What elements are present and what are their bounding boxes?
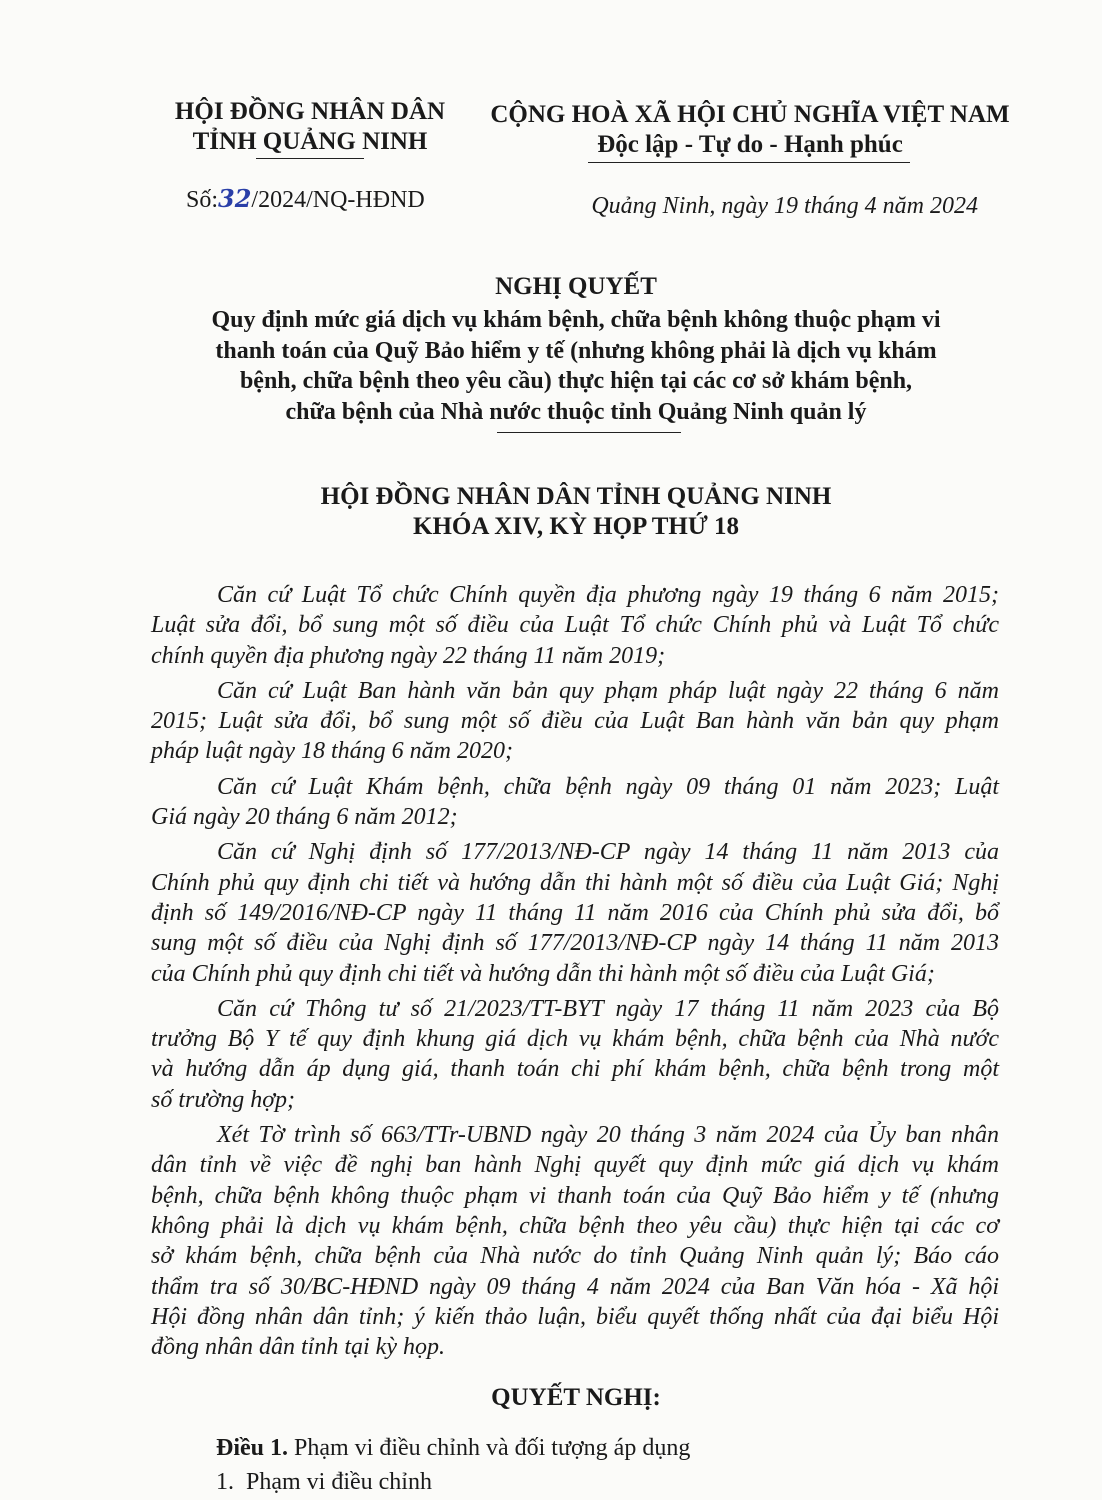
- preamble-line: không phải là dịch vụ khám bệnh, chữa bệnh theo yêu cầu) thực hiện tại các cơ: [151, 1212, 999, 1239]
- article-1-heading: [216, 1433, 690, 1463]
- document-type: NGHỊ QUYẾT: [495, 273, 657, 300]
- document-number: Số:32/2024/NQ-HĐND: [186, 184, 425, 213]
- council-heading: [100, 482, 1052, 542]
- preamble-line: bệnh, chữa bệnh không thuộc phạm vi thanh toán của Quỹ Bảo hiểm y tế (nhưng: [151, 1182, 999, 1209]
- preamble-line: Căn cứ Thông tư số 21/2023/TT-BYT ngày 17 tháng 11 năm 2023 của Bộ: [217, 995, 999, 1022]
- org-line-1: HỘI ĐỒNG NHÂN DÂN: [174, 98, 446, 125]
- title-underline: [497, 432, 681, 433]
- subject-line: thanh toán của Quỹ Bảo hiểm y tế (nhưng không phải là dịch vụ khám: [215, 337, 937, 364]
- preamble-line: thẩm tra số 30/BC-HĐND ngày 09 tháng 4 năm 2024 của Ban Văn hóa - Xã hội: [151, 1273, 999, 1300]
- preamble-line: Hội đồng nhân dân tỉnh; ý kiến thảo luận, biểu quyết thống nhất của đại biểu Hội: [151, 1303, 999, 1330]
- issuing-organization: [150, 97, 470, 157]
- preamble-line: của Chính phủ quy định chi tiết và hướng dẫn thi hành một số điều của Luật Giá;: [151, 960, 935, 987]
- preamble-line: Luật sửa đổi, bổ sung một số điều của Luật Tổ chức Chính phủ và Luật Tổ chức: [151, 612, 999, 639]
- preamble-line: sở khám bệnh, chữa bệnh của Nhà nước do tỉnh Quảng Ninh quản lý; Báo cáo: [151, 1243, 999, 1270]
- decision-heading: QUYẾT NGHỊ:: [491, 1384, 661, 1411]
- preamble-line: số trường hợp;: [151, 1086, 296, 1113]
- preamble-paragraph: [151, 1120, 999, 1362]
- preamble-line: Giá ngày 20 tháng 6 năm 2012;: [151, 804, 458, 831]
- preamble-line: sung một số điều của Nghị định số 177/2013/NĐ-CP ngày 14 tháng 11 năm 2013: [151, 930, 999, 957]
- preamble-line: Căn cứ Luật Ban hành văn bản quy phạm pháp luật ngày 22 tháng 6 năm: [217, 677, 999, 704]
- preamble-paragraph: [151, 772, 999, 833]
- motto-underline: [588, 162, 910, 163]
- country-name: CỘNG HOÀ XÃ HỘI CHỦ NGHĨA VIỆT NAM: [490, 101, 1010, 128]
- place-date: Quảng Ninh, ngày 19 tháng 4 năm 2024: [591, 193, 978, 219]
- preamble-line: trưởng Bộ Y tế quy định khung giá dịch vụ khám bệnh, chữa bệnh của Nhà nước: [151, 1026, 999, 1053]
- preamble-line: Xét Tờ trình số 663/TTr-UBND ngày 20 tháng 3 năm 2024 của Ủy ban nhân: [217, 1122, 999, 1149]
- article-title: Phạm vi điều chỉnh và đối tượng áp dụng: [294, 1435, 691, 1461]
- subject-line: chữa bệnh của Nhà nước thuộc tỉnh Quảng Ninh quản lý: [285, 398, 867, 425]
- org-line-2: TỈNH QUẢNG NINH: [192, 128, 428, 155]
- handwritten-number: 32: [218, 184, 252, 213]
- preamble-line: Căn cứ Nghị định số 177/2013/NĐ-CP ngày 14 tháng 11 năm 2013 của: [217, 839, 999, 866]
- preamble-line: định số 149/2016/NĐ-CP ngày 11 tháng 11 năm 2016 của Chính phủ sửa đổi, bổ: [151, 899, 999, 926]
- preamble-paragraph: [151, 837, 999, 988]
- preamble: [151, 580, 999, 1362]
- preamble-line: 2015; Luật sửa đổi, bổ sung một số điều của Luật Ban hành văn bản quy phạm: [151, 708, 999, 735]
- preamble-line: đồng nhân dân tỉnh tại kỳ họp.: [151, 1334, 445, 1361]
- preamble-line: dân tỉnh về việc đề nghị ban hành Nghị quyết quy định mức giá dịch vụ khám: [151, 1152, 999, 1179]
- preamble-paragraph: [151, 676, 999, 767]
- preamble-line: pháp luật ngày 18 tháng 6 năm 2020;: [151, 738, 513, 765]
- subject-line: bệnh, chữa bệnh theo yêu cầu) thực hiện tại các cơ sở khám bệnh,: [239, 368, 913, 394]
- preamble-line: và hướng dẫn áp dụng giá, thanh toán chi phí khám bệnh, chữa bệnh trong một: [151, 1056, 999, 1083]
- preamble-line: Chính phủ quy định chi tiết và hướng dẫn thi hành một số điều của Luật Giá; Nghị: [151, 869, 999, 896]
- national-title: [480, 100, 1020, 160]
- preamble-line: chính quyền địa phương ngày 22 tháng 11 năm 2019;: [151, 642, 666, 669]
- preamble-paragraph: [151, 994, 999, 1115]
- org-underline: [256, 158, 364, 159]
- subject-line: Quy định mức giá dịch vụ khám bệnh, chữa bệnh không thuộc phạm vi: [211, 307, 941, 333]
- article-1-item-1: 1. Phạm vi điều chỉnh: [216, 1469, 432, 1495]
- preamble-paragraph: [151, 580, 999, 671]
- council-name: HỘI ĐỒNG NHÂN DÂN TỈNH QUẢNG NINH: [320, 483, 832, 510]
- council-session: KHÓA XIV, KỲ HỌP THỨ 18: [413, 513, 739, 540]
- article-label: Điều 1.: [216, 1435, 288, 1461]
- preamble-line: Căn cứ Luật Khám bệnh, chữa bệnh ngày 09 tháng 01 năm 2023; Luật: [217, 773, 999, 800]
- preamble-line: Căn cứ Luật Tổ chức Chính quyền địa phương ngày 19 tháng 6 năm 2015;: [217, 582, 999, 608]
- national-motto: Độc lập - Tự do - Hạnh phúc: [597, 131, 903, 158]
- document-subject: [100, 305, 1052, 427]
